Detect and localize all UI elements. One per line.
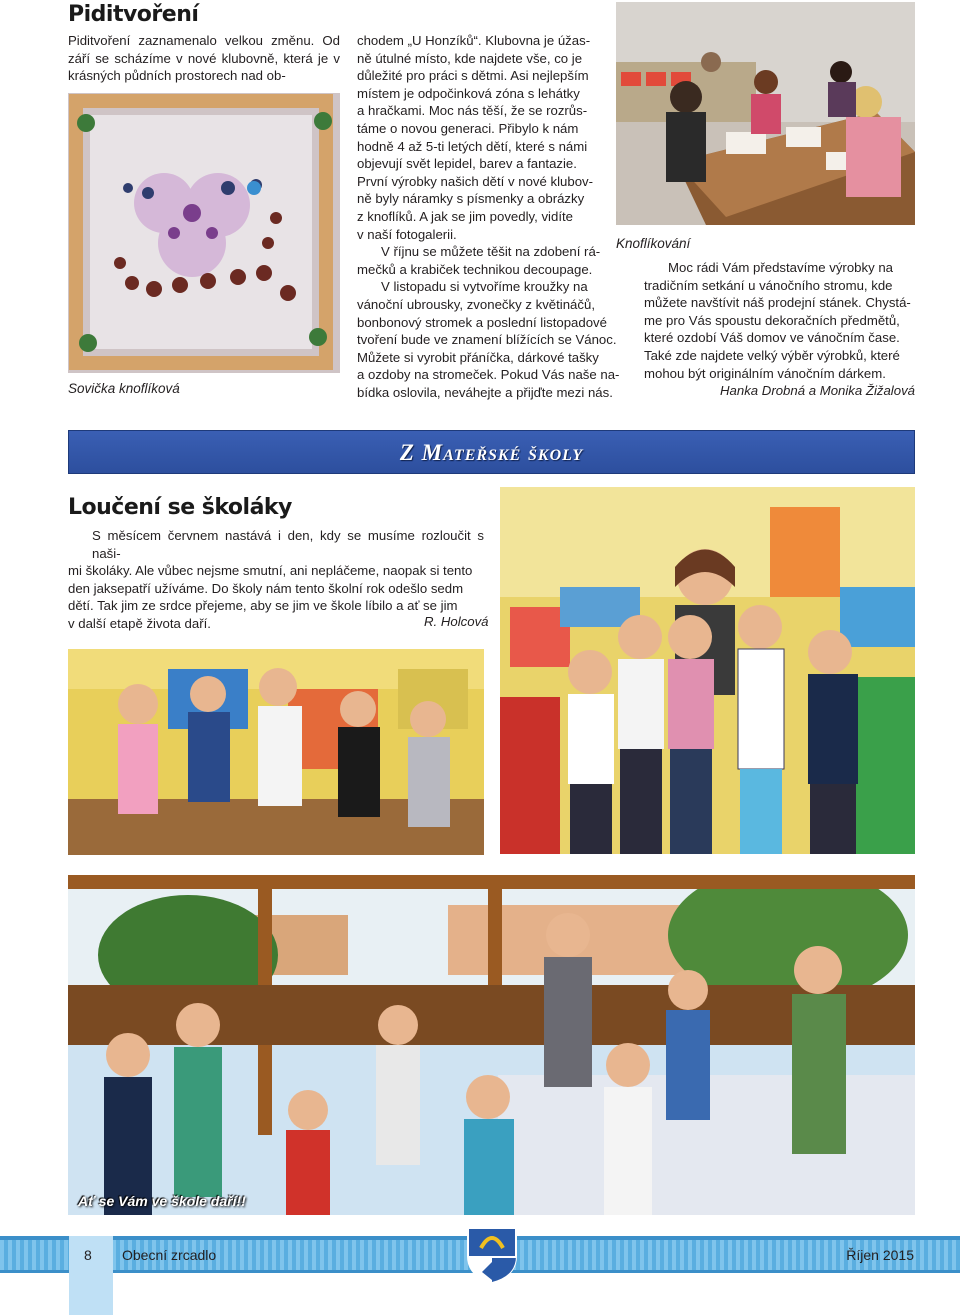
text-line: a ozdoby na stromeček. Pokud Vás naše na- — [357, 367, 620, 383]
text-line: které ozdobí Váš domov ve vánočním čase. — [644, 330, 900, 346]
text-line: vánoční ubrousky, zvonečky z květináčů, — [357, 296, 595, 312]
signature-section1: Hanka Drobná a Monika Žižalová — [720, 383, 915, 399]
photo-caption-school: Ať se Vám ve škole daří!! — [78, 1193, 246, 1209]
text-line: z knoflíků. A jak se jim povedly, vidíte — [357, 208, 573, 224]
text-line: V říjnu se můžete těšit na zdobení rá- — [381, 244, 601, 260]
banner-title: Z Mateřské školy — [399, 440, 584, 465]
signature-section2: R. Holcová — [424, 614, 489, 629]
text-line: ně útulné místo, kde najdete vše, co je — [357, 50, 583, 66]
text-line: bonbonový stromek a poslední listopadové — [357, 314, 607, 330]
issue-date: Říjen 2015 — [846, 1247, 914, 1263]
text-line: den jaksepatří užíváme. Do školy nám tento školní rok odešlo sedm — [68, 580, 464, 596]
text-line: důležité pro práci s dětmi. Asi nejlepším — [357, 68, 589, 84]
intro-paragraph: Piditvoření zaznamenalo velkou změnu. Od září se scházíme v nové klubovně, která je v krásných půdních prostorech nad ob- — [68, 33, 340, 84]
text-line: tvoření bude ve znamení blížících se Vánoc. — [357, 332, 617, 348]
section2-text — [68, 527, 484, 633]
text-line: dětí. Tak jim ze srdce přejeme, aby se jim ve škole líbilo a ať se jim — [68, 598, 458, 614]
text-line: S měsícem červnem nastává i den, kdy se musíme rozloučit s naši- — [92, 528, 484, 561]
section-title-piditvoreni: Piditvoření — [68, 2, 199, 27]
text-line: Můžete si vyrobit přáníčka, dárkové tašky — [357, 349, 599, 365]
text-line: Také zde najdete velký výběr výrobků, které — [644, 347, 900, 363]
column-3-text — [644, 259, 915, 400]
text-line: me pro Vás spoustu dekoračních předmětů, — [644, 312, 900, 328]
section-banner — [68, 430, 915, 474]
text-line: místem je odpočinková zóna s lehátky — [357, 85, 580, 101]
text-line: mohou být originálním vánočním dárkem. — [644, 365, 886, 381]
text-line: ně byly náramky s písmenky a obrázky — [357, 191, 585, 207]
text-line: mi školáky. Ale vůbec nejsme smutní, ani nepláčeme, naopak si tento — [68, 563, 473, 579]
publication-name: Obecní zrcadlo — [122, 1247, 217, 1263]
teacher-with-children-photo — [500, 487, 915, 854]
text-line: a hračkami. Moc nás těší, že se rozrůs- — [357, 103, 588, 119]
column-2-text — [357, 32, 627, 401]
text-line: V listopadu si vytvoříme kroužky na — [381, 279, 588, 295]
text-line: můžete navštívit náš prodejní stánek. Chystá- — [644, 295, 911, 311]
text-line: objevují svět lepidel, barev a fantazie. — [357, 156, 577, 172]
owl-button-craft-photo — [68, 93, 340, 373]
page-number: 8 — [84, 1247, 92, 1263]
text-line: v naší fotogalerii. — [357, 226, 457, 242]
section-title-louceni: Loučení se školáky — [68, 495, 292, 520]
coat-of-arms-icon — [466, 1226, 518, 1284]
text-line: chodem „U Honzíků“. Klubovna je úžas- — [357, 33, 591, 48]
text-line: mečků a krabiček technikou decoupage. — [357, 261, 593, 277]
text-line: v další etapě života daří. — [68, 615, 211, 631]
caption-owl: Sovička knoflíková — [68, 381, 180, 396]
button-crafting-photo — [616, 2, 915, 225]
text-line: hodně 4 až 5-ti letých dětí, které s námi — [357, 138, 588, 154]
caption-buttons: Knoflíkování — [616, 236, 691, 251]
children-group-photo — [68, 649, 484, 855]
text-line: tradičním setkání u vánočního stromu, kde — [644, 277, 893, 293]
text-line: První výrobky našich dětí v nové klubov- — [357, 173, 594, 189]
text-line: táme o novou generaci. Přibylo k nám — [357, 120, 579, 136]
text-line: Moc rádi Vám představíme výrobky na — [668, 260, 894, 275]
text-line: bídka oslovila, neváhejte a přijďte mezi nás. — [357, 384, 613, 400]
children-toast-outdoor-photo — [68, 875, 915, 1215]
